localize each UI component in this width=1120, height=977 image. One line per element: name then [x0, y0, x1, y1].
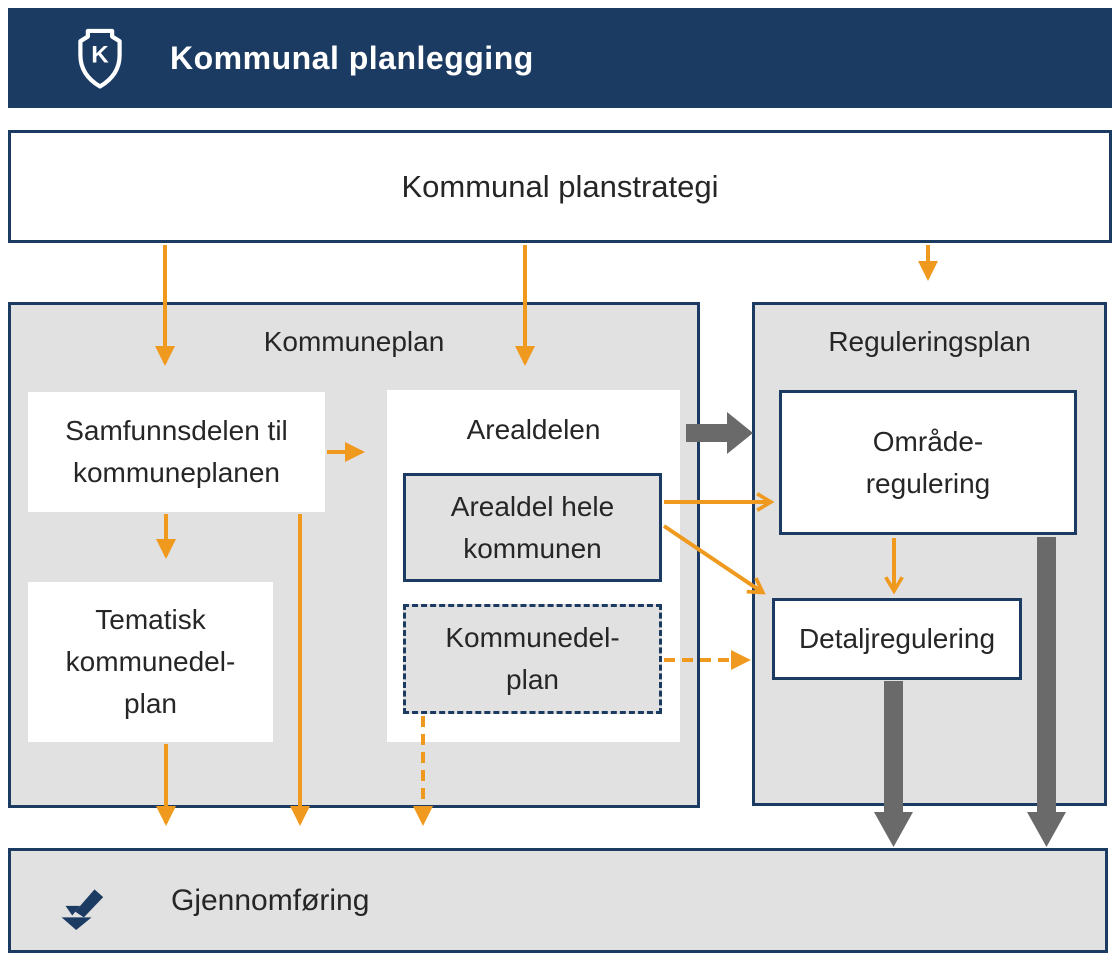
- header-bar: [8, 8, 1112, 108]
- shield-letter: K: [91, 41, 109, 69]
- node-kommunal-planstrategi: [8, 130, 1112, 243]
- node-omraaderegulering-line1: Område-: [872, 425, 984, 457]
- shield-k-icon: [72, 24, 128, 92]
- page-title: Kommunal planlegging: [170, 39, 534, 76]
- node-omraaderegulering: [779, 390, 1077, 535]
- node-kommunedelplan-line1: Kommunedel-: [445, 622, 620, 653]
- panel-reguleringsplan-title: Reguleringsplan: [828, 326, 1031, 357]
- node-detaljregulering: [772, 598, 1022, 680]
- node-kommunedelplan: [403, 604, 662, 714]
- node-omraaderegulering-line2: regulering: [865, 467, 991, 499]
- node-tematisk-kommunedelplan: [28, 582, 273, 742]
- node-tematisk-line2: kommunedel-: [65, 646, 236, 677]
- node-detaljregulering-label: Detaljregulering: [798, 623, 996, 654]
- node-kommunal-planstrategi-label: Kommunal planstrategi: [401, 168, 719, 204]
- node-gjennomfoering: [8, 848, 1108, 953]
- node-gjennomfoering-label: Gjennomføring: [171, 883, 370, 917]
- pen-check-icon: [51, 872, 109, 930]
- node-arealdelen-title: Arealdelen: [466, 414, 601, 445]
- node-samfunnsdelen-line2: kommuneplanen: [72, 457, 281, 488]
- node-samfunnsdelen: [28, 392, 325, 512]
- node-arealdel-hele-kommunen: [403, 473, 662, 582]
- node-tematisk-line3: plan: [124, 688, 177, 719]
- panel-kommuneplan-title: Kommuneplan: [263, 326, 445, 357]
- node-arealdel-hele-line2: kommunen: [463, 532, 602, 564]
- node-kommunedelplan-line2: plan: [506, 664, 559, 695]
- node-samfunnsdelen-line1: Samfunnsdelen til: [65, 415, 288, 446]
- node-arealdel-hele-line1: Arealdel hele: [450, 490, 615, 522]
- node-tematisk-line1: Tematisk: [95, 604, 206, 635]
- panel-reguleringsplan: [752, 302, 1107, 806]
